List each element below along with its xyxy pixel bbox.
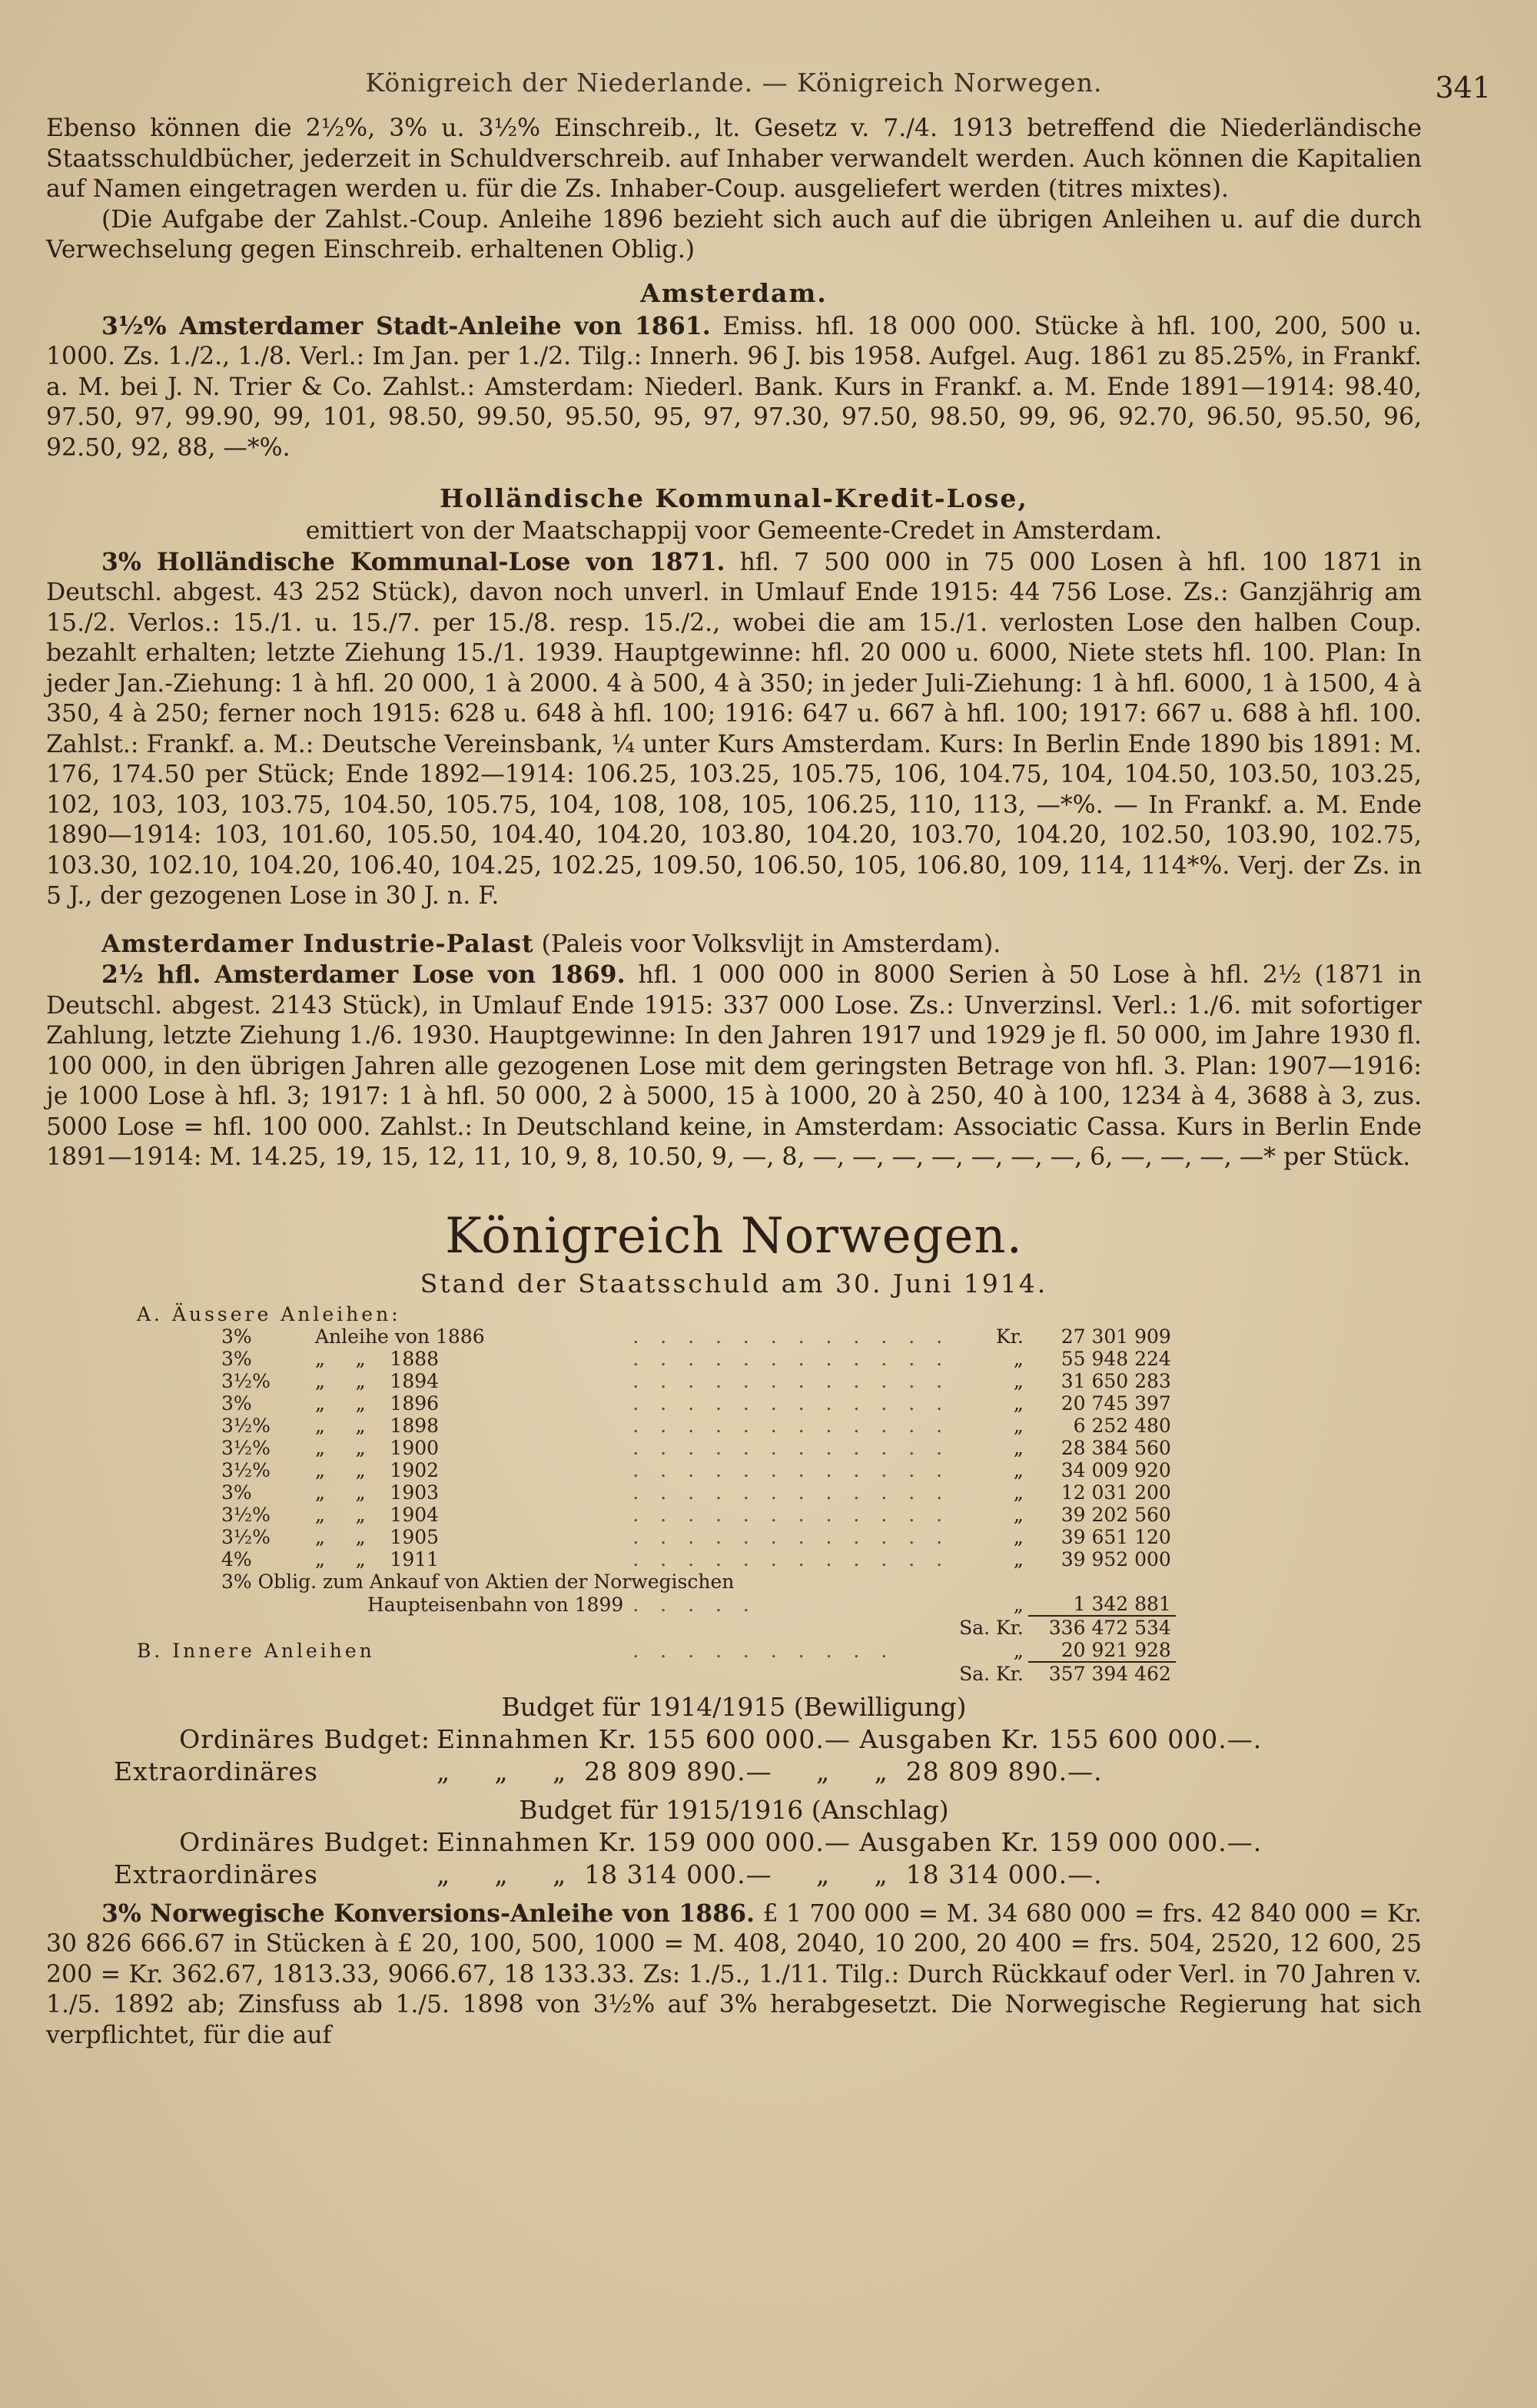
konversion-entry-text: £ 1 700 000 = M. 34 680 000 = frs. 42 840 000 = Kr. 30 826 666.67 in Stücken à £ 20, 100, 500, 1000 = M. 408, 2040, 10 200, 20 400 = frs. 504, 2520, 12 600, 25 200 = Kr. 362.67, 1813.33, 9066.67, 18 133.33. Zs: 1./5., 1./11. Tilg.: Durch Rückkauf oder Verl. in 70 Jahren v. 1./5. 1892 ab; Zinsfuss ab 1./5. 1898 von 3½% auf 3% herabgesetzt. Die Norwegische Regierung hat sich verpflichtet, für die auf <box>46 1899 1422 2049</box>
debt-rate: 3½% <box>221 1458 271 1481</box>
industrie-entry-text: hfl. 1 000 000 in 8000 Serien à 50 Lose à hfl. 2½ (1871 in Deutschl. abgest. 2143 Stück), in Umlauf Ende 1915: 337 000 Lose. Zs.: Unverzinsl. Verl.: 1./6. mit sofortiger Zahlung, letzte Ziehung 1./6. 1930. Hauptgewinne: In den Jahren 1917 und 1929 je fl. 50 000, im Jahre 1930 fl. 100 000, in den übrigen Jahren alle gezogenen Lose mit dem geringsten Betrage von hfl. 3. Plan: 1907—1916: je 1000 Lose à hfl. 3; 1917: 1 à hfl. 50 000, 2 à 5000, 15 à 1000, 20 à 250, 40 à 100, 1234 à 4, 3688 à 3, zus. 5000 Lose = hfl. 100 000. Zahlst.: In Deutschland keine, in Amsterdam: Associatic Cassa. Kurs in Berlin Ende 1891—1914: M. 14.25, 19, 15, 12, 11, 10, 9, 8, 10.50, 9, —, 8, —, —, —, —, —, —, —, 6, —, —, —, —* per Stück. <box>46 961 1422 1171</box>
b-currency: „ <box>1013 1639 1024 1662</box>
amsterdam-entry-title: 3½% Amsterdamer Stadt-Anleihe von 1861. <box>101 311 711 340</box>
sum-row-2 <box>137 1662 1176 1685</box>
budget-2-ordinary-values: Einnahmen Kr. 159 000 000.— Ausgaben Kr. 159 000 000.—. <box>437 1826 1263 1857</box>
debt-rate: 3% <box>221 1481 252 1504</box>
amsterdam-entry <box>46 311 1422 464</box>
debt-row <box>137 1437 1176 1459</box>
debt-label: „ „ 1903 <box>315 1481 440 1504</box>
debt-rate: 4% <box>221 1547 252 1571</box>
budget-2-extraordinary <box>46 1859 1422 1891</box>
leader-dots: . . . . . . . . . . . . <box>632 1547 951 1571</box>
debt-rate: 3½% <box>221 1369 271 1392</box>
leader-dots: . . . . . <box>632 1593 757 1616</box>
leader-dots: . . . . . . . . . . . . <box>632 1525 951 1548</box>
budget-2-extra-label: Extraordinäres <box>114 1859 318 1889</box>
debt-label: „ „ 1911 <box>315 1547 440 1571</box>
debt-amount: 34 009 920 <box>1061 1458 1171 1481</box>
section-a-label: A. Äussere Anleihen: <box>137 1302 401 1325</box>
debt-currency: „ <box>1013 1458 1024 1481</box>
leader-dots: . . . . . . . . . . . . <box>632 1503 951 1526</box>
debt-currency: „ <box>1013 1503 1024 1526</box>
debt-currency: „ <box>1013 1414 1024 1437</box>
intro-note: (Die Aufgabe der Zahlst.-Coup. Anleihe 1896 bezieht sich auch auf die übrigen Anleihen u. auf die durch Verwechselung gegen Einschreib. erhaltenen Oblig.) <box>46 205 1422 264</box>
debt-row <box>137 1348 1176 1370</box>
industrie-heading: Amsterdamer Industrie-Palast <box>101 929 534 958</box>
kommunal-entry-text: hfl. 7 500 000 in 75 000 Losen à hfl. 100 1871 in Deutschl. abgest. 43 252 Stück), davon noch unverl. in Umlauf Ende 1915: 44 756 Lose. Zs.: Ganzjährig am 15./2. Verlos.: 15./1. u. 15./7. per 15./8. resp. 15./2., wobei die am 15./1. verlosten Lose den halben Coup. bezahlt erhalten; letzte Ziehung 15./1. 1939. Hauptgewinne: hfl. 20 000 u. 6000, Niete stets hfl. 100. Plan: In jeder Jan.-Ziehung: 1 à hfl. 20 000, 1 à 2000. 4 à 500, 4 à 350; in jeder Juli-Ziehung: 1 à hfl. 6000, 1 à 1500, 4 à 350, 4 à 250; ferner noch 1915: 628 u. 648 à hfl. 100; 1916: 647 u. 667 à hfl. 100; 1917: 667 u. 688 à hfl. 100. Zahlst.: Frankf. a. M.: Deutsche Vereinsbank, ¼ unter Kurs Amsterdam. Kurs: In Berlin Ende 1890 bis 1891: M. 176, 174.50 per Stück; Ende 1892—1914: 106.25, 103.25, 105.75, 106, 104.75, 104, 104.50, 103.50, 103.25, 102, 103, 103, 103.75, 104.50, 105.75, 104, 108, 108, 105, 106.25, 110, 113, —*%. — In Frankf. a. M. Ende 1890—1914: 103, 101.60, 105.50, 104.40, 104.20, 103.80, 104.20, 103.70, 104.20, 102.50, 103.90, 102.75, 103.30, 102.10, 104.20, 106.40, 104.25, 102.25, 109.50, 106.50, 105, 106.80, 109, 114, 114*%. Verj. der Zs. in 5 J., der gezogenen Lose in 30 J. n. F. <box>46 548 1422 910</box>
oblig-line-2: Haupteisenbahn von 1899 <box>367 1593 624 1616</box>
debt-label: „ „ 1888 <box>315 1347 440 1370</box>
konversion-entry <box>46 1899 1422 2051</box>
debt-row <box>137 1392 1176 1415</box>
leader-dots: . . . . . . . . . . . . <box>632 1414 951 1437</box>
konversion-entry-title: 3% Norwegische Konversions-Anleihe von 1886. <box>101 1899 755 1928</box>
debt-amount: 39 651 120 <box>1061 1525 1171 1548</box>
debt-row <box>137 1370 1176 1392</box>
budget-1-extraordinary <box>46 1756 1422 1788</box>
debt-amount: 55 948 224 <box>1061 1347 1171 1370</box>
debt-currency: „ <box>1013 1481 1024 1504</box>
debt-rate: 3½% <box>221 1414 271 1437</box>
leader-dots: . . . . . . . . . . . . <box>632 1369 951 1392</box>
debt-row <box>137 1526 1176 1548</box>
debt-label: „ „ 1896 <box>315 1391 440 1415</box>
kommunal-entry <box>46 547 1422 912</box>
debt-amount: 6 252 480 <box>1073 1414 1171 1437</box>
debt-label: „ „ 1898 <box>315 1414 440 1437</box>
sum2-amount: 357 394 462 <box>1028 1662 1176 1685</box>
debt-currency: „ <box>1013 1347 1024 1370</box>
debt-row <box>137 1504 1176 1526</box>
budget-1-extra-values: „ „ „ 28 809 890.— „ „ 28 809 890.—. <box>437 1756 1103 1786</box>
debt-label: „ „ 1894 <box>315 1369 440 1392</box>
debt-amount: 39 202 560 <box>1061 1503 1171 1526</box>
oblig-currency: „ <box>1013 1593 1024 1616</box>
debt-currency: Kr. <box>996 1325 1024 1348</box>
section-b-label: B. Innere Anleihen <box>137 1639 375 1662</box>
budget-2-extra-values: „ „ „ 18 314 000.— „ „ 18 314 000.—. <box>437 1859 1103 1889</box>
debt-label: Anleihe von 1886 <box>315 1325 485 1348</box>
leader-dots: . . . . . . . . . . . . <box>632 1481 951 1504</box>
debt-amount: 27 301 909 <box>1061 1325 1171 1348</box>
debt-rate: 3½% <box>221 1503 271 1526</box>
sum1-label: Sa. Kr. <box>959 1616 1024 1639</box>
debt-currency: „ <box>1013 1436 1024 1459</box>
debt-row <box>137 1325 1176 1348</box>
page-number: 341 <box>1435 71 1491 104</box>
debt-label: „ „ 1905 <box>315 1525 440 1548</box>
debt-amount: 31 650 283 <box>1061 1369 1171 1392</box>
debt-amount: 28 384 560 <box>1061 1436 1171 1459</box>
debt-currency: „ <box>1013 1391 1024 1415</box>
leader-dots: . . . . . . . . . . . . <box>632 1347 951 1370</box>
budget-1-ordinary <box>46 1723 1422 1756</box>
kommunal-entry-title: 3% Holländische Kommunal-Lose von 1871. <box>101 547 725 576</box>
industrie-entry <box>46 960 1422 1173</box>
leader-dots: . . . . . . . . . . <box>632 1639 895 1662</box>
budget-1-ordinary-label: Ordinäres Budget: <box>179 1723 430 1754</box>
budget-2-ordinary <box>46 1826 1422 1859</box>
section-heading-kommunal: Holländische Kommunal-Kredit-Lose, <box>440 483 1028 513</box>
industrie-entry-title: 2½ hfl. Amsterdamer Lose von 1869. <box>101 960 626 989</box>
debt-currency: „ <box>1013 1369 1024 1392</box>
sum-row-1 <box>137 1616 1176 1639</box>
norwegen-title: Königreich Norwegen. <box>445 1207 1023 1265</box>
industrie-heading-suffix: (Paleis voor Volksvlijt in Amsterdam). <box>533 930 1001 958</box>
debt-amount: 20 745 397 <box>1061 1391 1171 1415</box>
budget-1-ordinary-values: Einnahmen Kr. 155 600 000.— Ausgaben Kr. 155 600 000.—. <box>437 1723 1263 1754</box>
debt-rate: 3½% <box>221 1525 271 1548</box>
debt-table <box>137 1325 1176 1685</box>
oblig-row-1 <box>137 1571 1176 1593</box>
industrie-heading-line <box>46 929 1422 960</box>
amsterdam-entry-text: Emiss. hfl. 18 000 000. Stücke à hfl. 100, 200, 500 u. 1000. Zs. 1./2., 1./8. Verl.: Im Jan. per 1./2. Tilg.: Innerh. 96 J. bis 1958. Aufgel. Aug. 1861 zu 85.25%, in Frankf. a. M. bei J. N. Trier & Co. Zahlst.: Amsterdam: Niederl. Bank. Kurs in Frankf. a. M. Ende 1891—1914: 98.40, 97.50, 97, 99.90, 99, 101, 98.50, 99.50, 95.50, 95, 97, 97.30, 97.50, 98.50, 99, 96, 92.70, 96.50, 95.50, 96, 92.50, 92, 88, —*%. <box>46 312 1422 462</box>
debt-currency: „ <box>1013 1525 1024 1548</box>
section-b-row <box>137 1639 1176 1662</box>
section-heading-amsterdam: Amsterdam. <box>640 277 828 308</box>
running-head <box>46 60 1491 114</box>
debt-label: „ „ 1902 <box>315 1458 440 1481</box>
budget-1-extra-label: Extraordinäres <box>114 1756 318 1786</box>
debt-currency: „ <box>1013 1547 1024 1571</box>
debt-rate: 3% <box>221 1391 252 1415</box>
debt-rate: 3% <box>221 1347 252 1370</box>
debt-label: „ „ 1904 <box>315 1503 440 1526</box>
leader-dots: . . . . . . . . . . . . <box>632 1325 951 1348</box>
debt-amount: 39 952 000 <box>1061 1547 1171 1571</box>
debt-row <box>137 1548 1176 1571</box>
leader-dots: . . . . . . . . . . . . <box>632 1391 951 1415</box>
budget-2-ordinary-label: Ordinäres Budget: <box>179 1826 430 1857</box>
leader-dots: . . . . . . . . . . . . <box>632 1436 951 1459</box>
debt-row <box>137 1481 1176 1504</box>
oblig-row-2 <box>137 1593 1176 1616</box>
budget-1-heading: Budget für 1914/1915 (Bewilligung) <box>501 1691 967 1722</box>
intro-paragraph: Ebenso können die 2½%, 3% u. 3½% Einschreib., lt. Gesetz v. 7./4. 1913 betreffend die Niederländische Staatsschuldbücher, jederzeit in Schuldverschreib. auf Inhaber verwandelt werden. Auch können die Kapitalien auf Namen eingetragen werden u. für die Zs. Inhaber-Coup. ausgeliefert werden (titres mixtes). <box>46 114 1422 203</box>
leader-dots: . . . . . . . . . . . . <box>632 1458 951 1481</box>
debt-rate: 3% <box>221 1325 252 1348</box>
running-title: Königreich der Niederlande. — Königreich Norwegen. <box>365 68 1103 98</box>
oblig-line-1: 3% Oblig. zum Ankauf von Aktien der Norwegischen <box>221 1570 735 1593</box>
debt-amount: 12 031 200 <box>1061 1481 1171 1504</box>
sum2-label: Sa. Kr. <box>959 1662 1024 1685</box>
norwegen-subtitle: Stand der Staatsschuld am 30. Juni 1914. <box>420 1268 1048 1299</box>
b-amount: 20 921 928 <box>1061 1638 1171 1661</box>
debt-label: „ „ 1900 <box>315 1436 440 1459</box>
debt-row <box>137 1415 1176 1437</box>
sum1-amount: 336 472 534 <box>1028 1616 1176 1639</box>
kommunal-subheading: emittiert von der Maatschappij voor Gemeente-Credet in Amsterdam. <box>305 517 1163 545</box>
oblig-amount: 1 342 881 <box>1073 1592 1171 1615</box>
debt-rate: 3½% <box>221 1436 271 1459</box>
debt-row <box>137 1459 1176 1481</box>
budget-2-heading: Budget für 1915/1916 (Anschlag) <box>519 1794 949 1825</box>
